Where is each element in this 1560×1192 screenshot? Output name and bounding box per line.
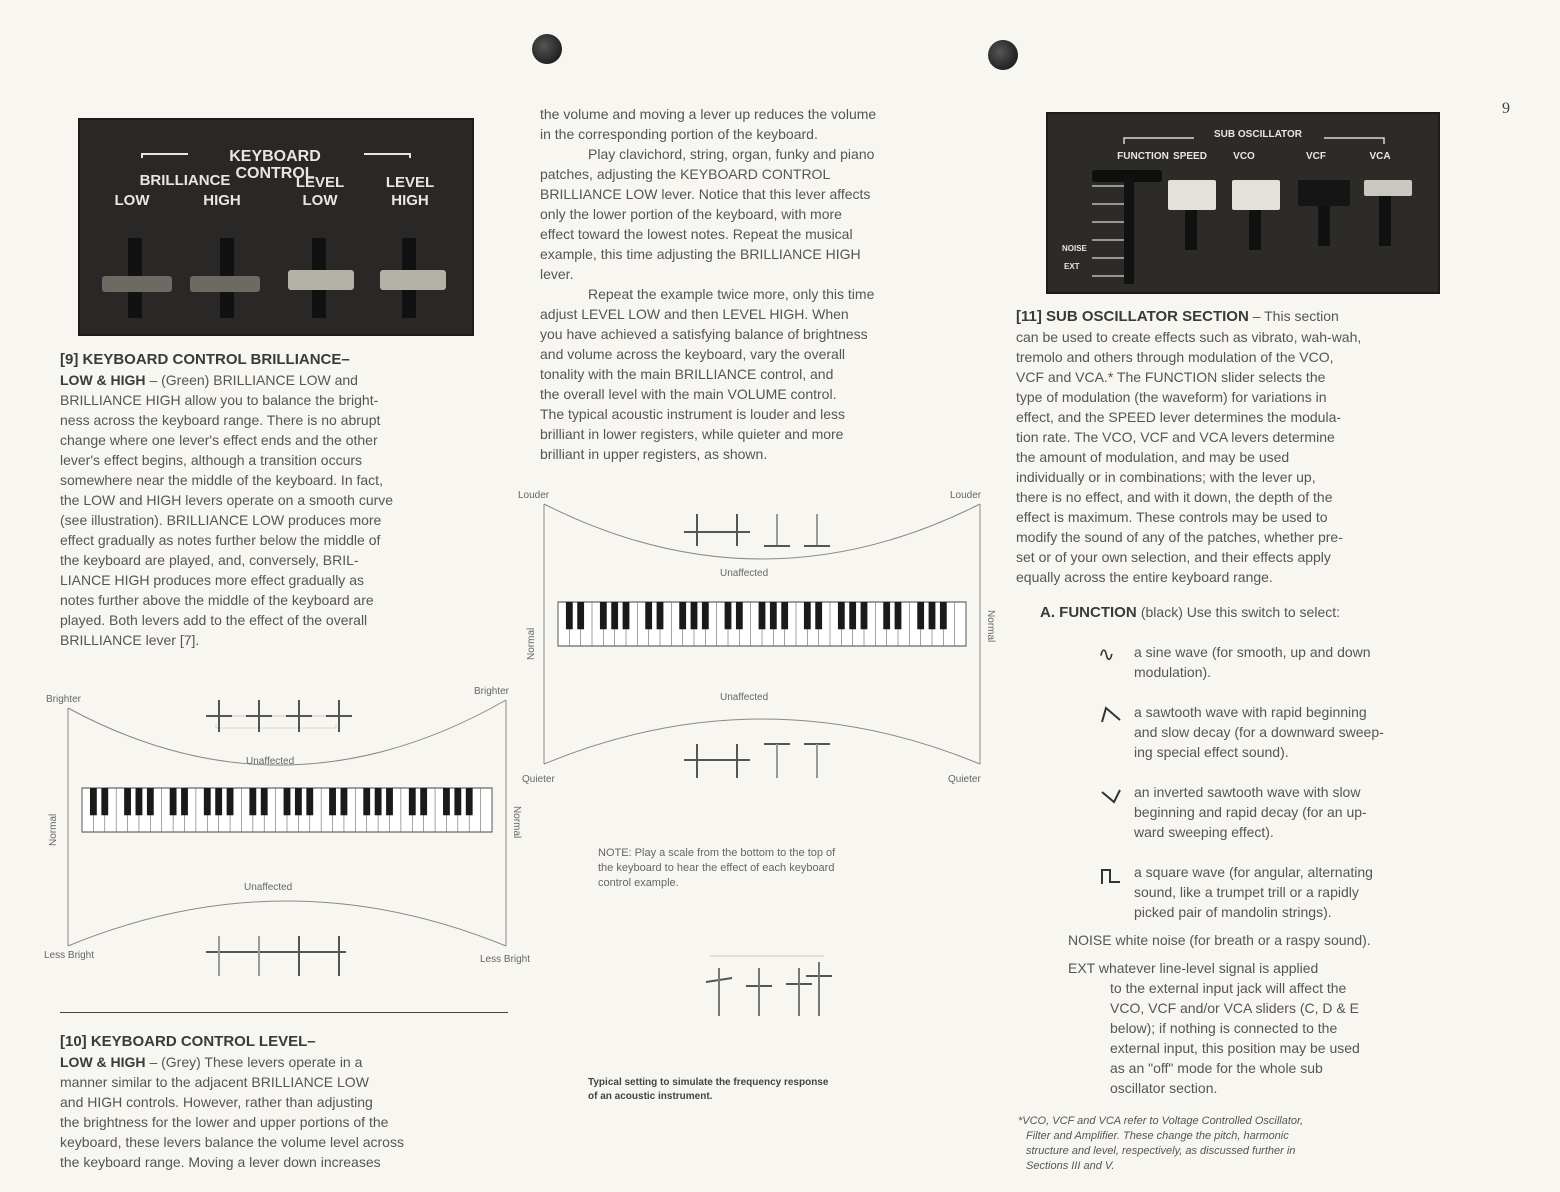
black-key — [363, 788, 370, 815]
black-key — [420, 788, 427, 815]
note-text: NOTE: Play a scale from the bottom to the top of the keyboard to hear the effect of each keyboard control example. — [598, 847, 836, 889]
black-key — [147, 788, 154, 815]
photo-label-brilliance: BRILLIANCE — [139, 172, 231, 189]
normal-left-label: Normal — [48, 813, 59, 846]
binder-hole-right — [988, 40, 1018, 70]
square-wave-icon — [1100, 866, 1124, 886]
section-10-text: LOW & HIGH – (Grey) These levers operate in a manner similar to the adjacent BRILLIANCE LOW and HIGH controls. However, rather than adjusting the brightness for the lower and upper portions of the keyboard, these levers balance the volume level across the keyboard range. Moving a lever down increases — [60, 1054, 404, 1170]
sawtooth-wave-text: a sawtooth wave with rapid beginning and slow decay (for a downward sweep- ing special effect sound). — [1134, 704, 1384, 760]
noise-text: NOISE white noise (for breath or a raspy sound). — [1068, 932, 1371, 948]
lower-curve — [544, 719, 980, 764]
inverted-sawtooth-text: an inverted sawtooth wave with slow beginning and rapid decay (for an up- ward sweeping effect). — [1134, 784, 1367, 840]
photo-vca-label: VCA — [1369, 151, 1391, 162]
louder-right-label: Louder — [950, 490, 982, 501]
black-key — [759, 602, 766, 629]
footnote: *VCO, VCF and VCA refer to Voltage Controlled Oscillator, Filter and Amplifier. These change the pitch, harmonic structure and level, respectively, as discussed further in Sections III and V. — [1018, 1115, 1304, 1172]
unaffected-top-label: Unaffected — [246, 756, 295, 767]
section-10-heading: [10] KEYBOARD CONTROL LEVEL– — [60, 1033, 316, 1050]
black-key — [204, 788, 211, 815]
black-key — [883, 602, 890, 629]
black-key — [215, 788, 222, 815]
black-key — [815, 602, 822, 629]
photo-ext-label: EXT — [1064, 262, 1080, 271]
brighter-right-label: Brighter — [474, 686, 510, 697]
sub-oscillator-photo — [1046, 112, 1440, 294]
black-key — [849, 602, 856, 629]
black-key — [566, 602, 573, 629]
sine-wave-icon: ∿ — [1098, 644, 1115, 666]
photo-noise-label: NOISE — [1062, 244, 1087, 253]
upper-curve — [544, 504, 980, 559]
black-key — [136, 788, 143, 815]
keyboard-illustration-1 — [82, 788, 492, 832]
normal-left-label: Normal — [526, 627, 537, 660]
black-key — [249, 788, 256, 815]
typical-setting-levers — [692, 948, 842, 1024]
mini-lever-set-top — [684, 514, 830, 546]
column-2-text: the volume and moving a lever up reduces the volume in the corresponding portion of the keyboard. Play clavichord, string, organ, funky and piano patches, adjusting the KEYBOARD CONTROL BRILLIANCE LOW lever. Notice that this lever affects only the lower portion of the keyboard, with more effect toward the lowest notes. Repeat the musical example, this time adjusting the BRILLIANCE HIGH lever. Repeat the example twice more, only this time adjust LEVEL LOW and then LEVEL HIGH. When you have achieved a satisfying balance of brightness and volume across the keyboard, vary the overall tonality with the main BRILLIANCE control, and the overall level with the main VOLUME control. The typical acoustic instrument is louder and less brilliant in lower registers, while quieter and more brilliant in upper registers, as shown. — [540, 106, 877, 462]
square-wave-text: a square wave (for angular, alternating sound, like a trumpet trill or a rapidly picked pair of mandolin strings). — [1134, 864, 1373, 920]
black-key — [736, 602, 743, 629]
black-key — [577, 602, 584, 629]
black-key — [702, 602, 709, 629]
unaffected-bottom-label: Unaffected — [244, 882, 293, 893]
mini-lever-set-bottom — [206, 936, 346, 976]
photo-label-high-2: HIGH — [391, 192, 429, 209]
black-key — [623, 602, 630, 629]
black-key — [895, 602, 902, 629]
less-bright-right-label: Less Bright — [480, 954, 531, 965]
photo-function-label: FUNCTION — [1117, 151, 1169, 162]
photo-label-high-1: HIGH — [203, 192, 241, 209]
black-key — [657, 602, 664, 629]
less-bright-left-label: Less Bright — [44, 950, 95, 961]
black-key — [611, 602, 618, 629]
section-divider — [60, 1012, 508, 1013]
keyboard-illustration-2 — [558, 602, 966, 646]
black-key — [645, 602, 652, 629]
page-number: 9 — [1502, 100, 1510, 117]
mini-lever-set-bottom — [684, 744, 830, 778]
sawtooth-wave-icon — [1100, 706, 1124, 724]
quieter-right-label: Quieter — [948, 774, 981, 785]
photo-group-label: KEYBOARD CONTROL — [229, 148, 321, 182]
black-key — [804, 602, 811, 629]
photo-speed-label: SPEED — [1173, 151, 1207, 162]
black-key — [838, 602, 845, 629]
brilliance-curve-diagram — [36, 656, 536, 986]
photo-label-level-1: LEVEL — [295, 174, 345, 191]
black-key — [227, 788, 234, 815]
photo-sub-osc-label: SUB OSCILLATOR — [1214, 129, 1302, 140]
photo-vco-label: VCO — [1233, 151, 1255, 162]
black-key — [329, 788, 336, 815]
black-key — [725, 602, 732, 629]
ext-text: EXT whatever line-level signal is applied to the external input jack will affect the VCO, VCF and/or VCA sliders (C, D & E below); if nothing is connected to the external input, this position may be used as an "off" mode for the whole sub oscillator section. — [1068, 960, 1360, 1096]
photo-vcf-label: VCF — [1306, 151, 1326, 162]
black-key — [940, 602, 947, 629]
black-key — [600, 602, 607, 629]
black-key — [466, 788, 473, 815]
black-key — [691, 602, 698, 629]
photo-label-low-2: LOW — [302, 192, 338, 209]
black-key — [781, 602, 788, 629]
sine-wave-text: a sine wave (for smooth, up and down modulation). — [1134, 644, 1371, 680]
mini-lever-set-top — [206, 700, 352, 732]
black-key — [454, 788, 461, 815]
black-key — [861, 602, 868, 629]
black-key — [341, 788, 348, 815]
black-key — [170, 788, 177, 815]
black-key — [124, 788, 131, 815]
unaffected-top-label: Unaffected — [720, 568, 769, 579]
black-key — [90, 788, 97, 815]
black-key — [929, 602, 936, 629]
black-key — [181, 788, 188, 815]
normal-right-label: Normal — [511, 806, 522, 839]
function-heading: A. FUNCTION (black) Use this switch to select: — [1040, 604, 1341, 621]
lower-curve — [68, 901, 506, 946]
section-9-heading: [9] KEYBOARD CONTROL BRILLIANCE– — [60, 351, 350, 368]
photo-label-low-1: LOW — [114, 192, 150, 209]
brighter-left-label: Brighter — [46, 694, 82, 705]
section-9-text: LOW & HIGH – (Green) BRILLIANCE LOW and BRILLIANCE HIGH allow you to balance the bright- ness across the keyboard range. There is no abrupt change where one lever's effect ends and the other lever's effect begins, although a transition occurs somewhere near the middle of the keyboard. In fact, the LOW and HIGH levers operate on a smooth curve (see illustration). BRILLIANCE LOW produces more effect gradually as notes further below the middle of the keyboard are played, and, conversely, BRIL- LIANCE HIGH produces more effect gradually as notes further above the middle of the keyboard are played. Both levers add to the effect of the overall BRILLIANCE lever [7]. — [60, 372, 394, 648]
level-curve-diagram — [514, 474, 1010, 794]
photo-label-level-2: LEVEL — [385, 174, 435, 191]
black-key — [306, 788, 313, 815]
black-key — [409, 788, 416, 815]
black-key — [386, 788, 393, 815]
black-key — [443, 788, 450, 815]
photo-levers — [80, 120, 472, 334]
black-key — [375, 788, 382, 815]
keyboard-control-photo — [78, 118, 474, 336]
black-key — [101, 788, 108, 815]
quieter-left-label: Quieter — [522, 774, 555, 785]
photo-sub-osc-controls — [1048, 114, 1438, 292]
black-key — [679, 602, 686, 629]
black-key — [284, 788, 291, 815]
typical-setting-caption: Typical setting to simulate the frequency response of an acoustic instrument. — [588, 1077, 829, 1102]
unaffected-bottom-label: Unaffected — [720, 692, 769, 703]
black-key — [917, 602, 924, 629]
black-key — [770, 602, 777, 629]
inverted-sawtooth-icon — [1100, 788, 1124, 806]
louder-left-label: Louder — [518, 490, 550, 501]
section-11-text: [11] SUB OSCILLATOR SECTION – This section can be used to create effects such as vibrato, wah-wah, tremolo and others through modulation of the VCO, VCF and VCA.* The FUNCTION slider selects the type of modulation (the waveform) for variations in effect, and the SPEED lever determines the modula- tion rate. The VCO, VCF and VCA levers determine the amount of modulation, and may be used individually or in combinations; with the lever up, there is no effect, and with it down, the depth of the effect is maximum. These controls may be used to modify the sound of any of the patches, whether pre- set or of your own selection, and their effects apply equally across the entire keyboard range. — [1016, 308, 1362, 585]
black-key — [261, 788, 268, 815]
binder-hole-left — [532, 34, 562, 64]
black-key — [295, 788, 302, 815]
normal-right-label: Normal — [985, 610, 996, 643]
